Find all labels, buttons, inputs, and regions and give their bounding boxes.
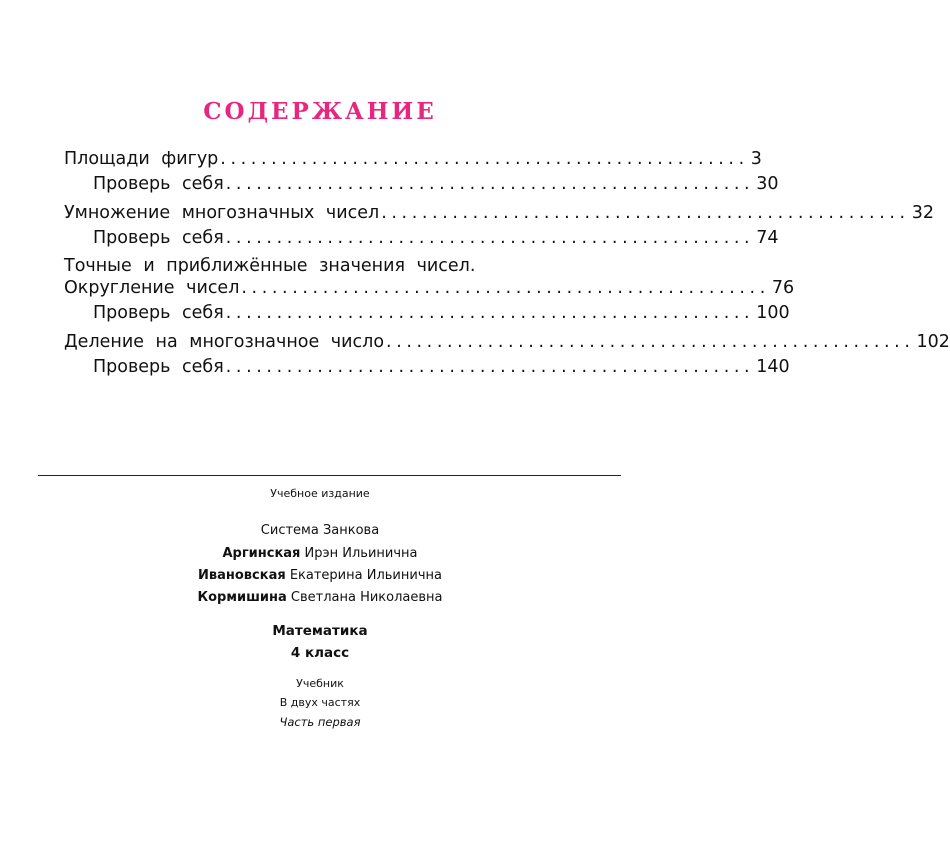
author-surname: Кормишина — [197, 590, 287, 605]
toc-leader-dots: .................................................... — [225, 228, 755, 248]
toc-entry-page: 76 — [771, 278, 795, 298]
divider-line — [38, 475, 621, 476]
toc-entry-page: 100 — [756, 303, 790, 323]
toc-entry-page: 74 — [756, 228, 779, 248]
author-surname: Аргинская — [222, 546, 301, 561]
part-label: Часть первая — [279, 715, 361, 729]
parts-info: В двух частях — [279, 696, 361, 709]
toc-entry-label: Округление чисел — [64, 278, 240, 298]
toc-entry[interactable] — [64, 329, 950, 353]
author-name: Екатерина Ильинична — [289, 568, 442, 583]
toc-entry-page: 32 — [911, 203, 934, 223]
author-name: Ирэн Ильинична — [304, 546, 418, 561]
toc-leader-dots: .................................................... — [381, 203, 910, 223]
book-type: Учебник — [296, 677, 344, 690]
edition-type: Учебное издание — [270, 487, 370, 500]
toc-entry-label: Проверь себя — [93, 174, 224, 194]
toc-leader-dots: .................................................... — [220, 149, 749, 169]
toc-leader-dots: .................................................... — [225, 303, 755, 323]
toc-entry[interactable] — [64, 300, 790, 324]
toc-entry[interactable] — [64, 354, 790, 378]
toc-leader-dots: .................................................... — [386, 332, 915, 352]
toc-entry[interactable] — [64, 146, 762, 170]
toc-entry[interactable] — [64, 200, 934, 224]
toc-entry[interactable] — [64, 253, 572, 277]
toc-entry-label: Проверь себя — [93, 303, 224, 323]
toc-leader-dots: .................................................... — [241, 278, 770, 298]
toc-entry-label: Площади фигур — [64, 149, 219, 169]
toc-entry-label: Точные и приближённые значения чисел. — [64, 256, 476, 276]
toc-entry-page: 140 — [756, 357, 790, 377]
author-line — [0, 546, 640, 561]
toc-entry-label: Проверь себя — [93, 228, 224, 248]
book-title: Математика — [272, 623, 368, 639]
toc-entry[interactable] — [64, 275, 795, 299]
toc-entry-page: 102 — [916, 332, 950, 352]
toc-entry-label: Умножение многозначных чисел — [64, 203, 380, 223]
author-line — [0, 590, 640, 605]
author-line — [0, 568, 640, 583]
grade-label: 4 класс — [290, 645, 350, 661]
toc-title: СОДЕРЖАНИЕ — [203, 98, 437, 125]
toc-entry-label: Проверь себя — [93, 357, 224, 377]
toc-entry-page: 30 — [756, 174, 779, 194]
toc-leader-dots: .................................................... — [225, 174, 755, 194]
toc-entry[interactable] — [64, 171, 779, 195]
author-name: Светлана Николаевна — [290, 590, 443, 605]
toc-entry-page: 3 — [750, 149, 762, 169]
toc-entry[interactable] — [64, 225, 779, 249]
series-name: Система Занкова — [260, 523, 380, 538]
toc-leader-dots: .................................................... — [225, 357, 755, 377]
toc-entry-label: Деление на многозначное число — [64, 332, 385, 352]
author-surname: Ивановская — [198, 568, 286, 583]
